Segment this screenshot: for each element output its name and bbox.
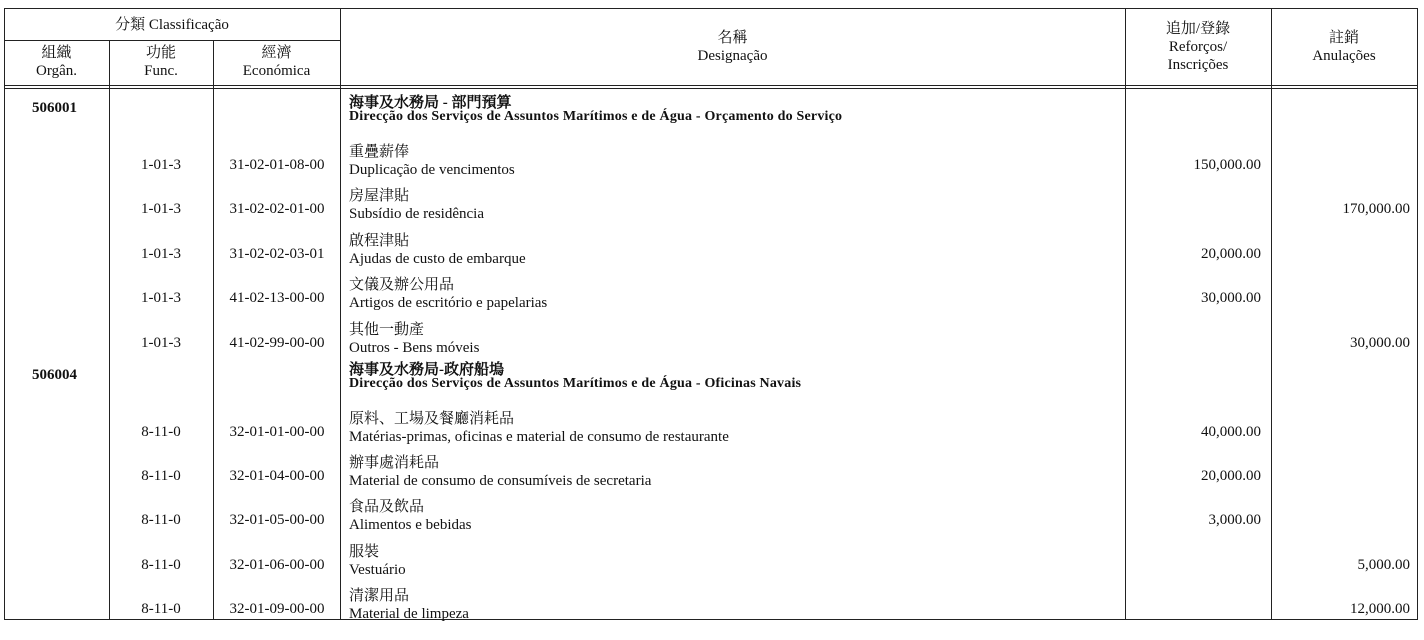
designation-pt: Duplicação de vencimentos	[349, 162, 515, 178]
table-row	[4, 411, 1418, 463]
designation	[349, 143, 515, 179]
designation-header-zh: 名稱	[717, 30, 748, 46]
designation	[349, 187, 484, 223]
anulacoes-header-pt: Anulações	[1312, 48, 1376, 64]
classification-header: 分類 Classificação	[115, 17, 229, 33]
func-header-pt: Func.	[144, 63, 178, 79]
reforcos-value: 150,000.00	[1193, 157, 1261, 173]
designation	[349, 276, 547, 312]
designation-zh: 食品及飲品	[349, 499, 425, 515]
table-top-border	[4, 8, 1418, 9]
designation-pt: Matérias-primas, oficinas e material de consumo de restaurante	[349, 429, 729, 445]
reforcos-header-pt2: Inscrições	[1167, 57, 1229, 73]
budget-table	[4, 8, 1418, 620]
designation-pt: Alimentos e bebidas	[349, 517, 472, 533]
econ-header	[213, 44, 340, 80]
table-row	[4, 588, 1418, 640]
reforcos-value: 20,000.00	[1201, 468, 1261, 484]
designation-zh: 原料、工場及餐廳消耗品	[349, 411, 515, 427]
designation-zh: 文儀及辦公用品	[349, 277, 455, 293]
econ-code: 31-02-02-03-01	[229, 246, 325, 262]
designation-zh: 房屋津貼	[349, 188, 410, 204]
designation-zh: 其他一動產	[349, 322, 425, 338]
table-row	[4, 233, 1418, 285]
reforcos-header-zh: 追加/登錄	[1165, 21, 1231, 37]
designation-pt: Material de limpeza	[349, 606, 469, 622]
designation-pt: Artigos de escritório e papelarias	[349, 295, 548, 311]
econ-code: 32-01-06-00-00	[229, 557, 325, 573]
header-bottom-border	[4, 85, 1418, 86]
func-code: 8-11-0	[141, 557, 181, 573]
econ-code: 32-01-01-00-00	[229, 424, 325, 440]
func-code: 8-11-0	[141, 424, 181, 440]
table-row	[4, 188, 1418, 240]
reforcos-value: 20,000.00	[1201, 246, 1261, 262]
designation-pt: Subsídio de residência	[349, 206, 484, 222]
organ-header-zh: 組織	[41, 45, 72, 61]
designation	[349, 454, 651, 490]
organ-header	[4, 44, 109, 80]
table-row	[4, 455, 1418, 507]
group-title-pt: Direcção dos Serviços de Assuntos Marítimos e de Água - Oficinas Navais	[349, 376, 802, 391]
designation-zh: 清潔用品	[349, 588, 410, 604]
func-code: 8-11-0	[141, 468, 181, 484]
table-row	[4, 277, 1418, 329]
designation-pt: Material de consumo de consumíveis de secretaria	[349, 473, 652, 489]
reforcos-value: 30,000.00	[1201, 290, 1261, 306]
econ-code: 32-01-09-00-00	[229, 601, 325, 617]
reforcos-header	[1125, 20, 1271, 74]
econ-header-zh: 經濟	[261, 45, 292, 61]
header-bottom-border-2	[4, 88, 1418, 89]
econ-code: 32-01-05-00-00	[229, 512, 325, 528]
designation-pt: Outros - Bens móveis	[349, 340, 480, 356]
group-title-pt: Direcção dos Serviços de Assuntos Marítimos e de Água - Orçamento do Serviço	[349, 109, 843, 124]
func-code: 1-01-3	[141, 157, 181, 173]
classification-divider	[4, 40, 340, 41]
designation-zh: 重疊薪俸	[349, 144, 410, 160]
table-row	[4, 544, 1418, 596]
designation-zh: 啟程津貼	[349, 233, 410, 249]
func-code: 8-11-0	[141, 601, 181, 617]
organ-code: 506004	[32, 367, 77, 383]
designation	[349, 587, 469, 623]
anulacoes-value: 5,000.00	[1357, 557, 1410, 573]
func-code: 8-11-0	[141, 512, 181, 528]
organ-header-pt: Orgân.	[36, 63, 77, 79]
econ-code: 31-02-02-01-00	[229, 201, 325, 217]
func-code: 1-01-3	[141, 290, 181, 306]
designation-zh: 服裝	[349, 544, 380, 560]
group-title-zh: 海事及水務局-政府船塢	[349, 362, 504, 378]
designation-zh: 辦事處消耗品	[349, 455, 440, 471]
designation-pt: Ajudas de custo de embarque	[349, 251, 526, 267]
table-row	[4, 144, 1418, 196]
func-header-zh: 功能	[145, 45, 176, 61]
econ-code: 32-01-04-00-00	[229, 468, 325, 484]
table-row	[4, 322, 1418, 374]
func-header	[109, 44, 213, 80]
table-row	[4, 499, 1418, 551]
anulacoes-header-zh: 註銷	[1328, 30, 1359, 46]
designation-header	[340, 29, 1125, 65]
func-code: 1-01-3	[141, 335, 181, 351]
designation	[349, 543, 406, 579]
reforcos-header-pt1: Reforços/	[1168, 39, 1228, 55]
designation	[349, 410, 729, 446]
econ-code: 41-02-99-00-00	[229, 335, 325, 351]
group-title-zh: 海事及水務局 - 部門預算	[349, 95, 512, 111]
func-code: 1-01-3	[141, 246, 181, 262]
designation	[349, 498, 471, 534]
econ-code: 41-02-13-00-00	[229, 290, 325, 306]
reforcos-value: 3,000.00	[1208, 512, 1261, 528]
designation	[349, 232, 526, 268]
func-code: 1-01-3	[141, 201, 181, 217]
econ-code: 31-02-01-08-00	[229, 157, 325, 173]
designation-pt: Vestuário	[349, 562, 406, 578]
econ-header-pt: Económica	[242, 63, 311, 79]
anulacoes-value: 170,000.00	[1342, 201, 1410, 217]
designation-header-pt: Designação	[697, 48, 768, 64]
organ-code: 506001	[32, 100, 77, 116]
anulacoes-value: 12,000.00	[1350, 601, 1410, 617]
reforcos-value: 40,000.00	[1201, 424, 1261, 440]
designation	[349, 321, 479, 357]
anulacoes-header	[1271, 29, 1417, 65]
anulacoes-value: 30,000.00	[1350, 335, 1410, 351]
